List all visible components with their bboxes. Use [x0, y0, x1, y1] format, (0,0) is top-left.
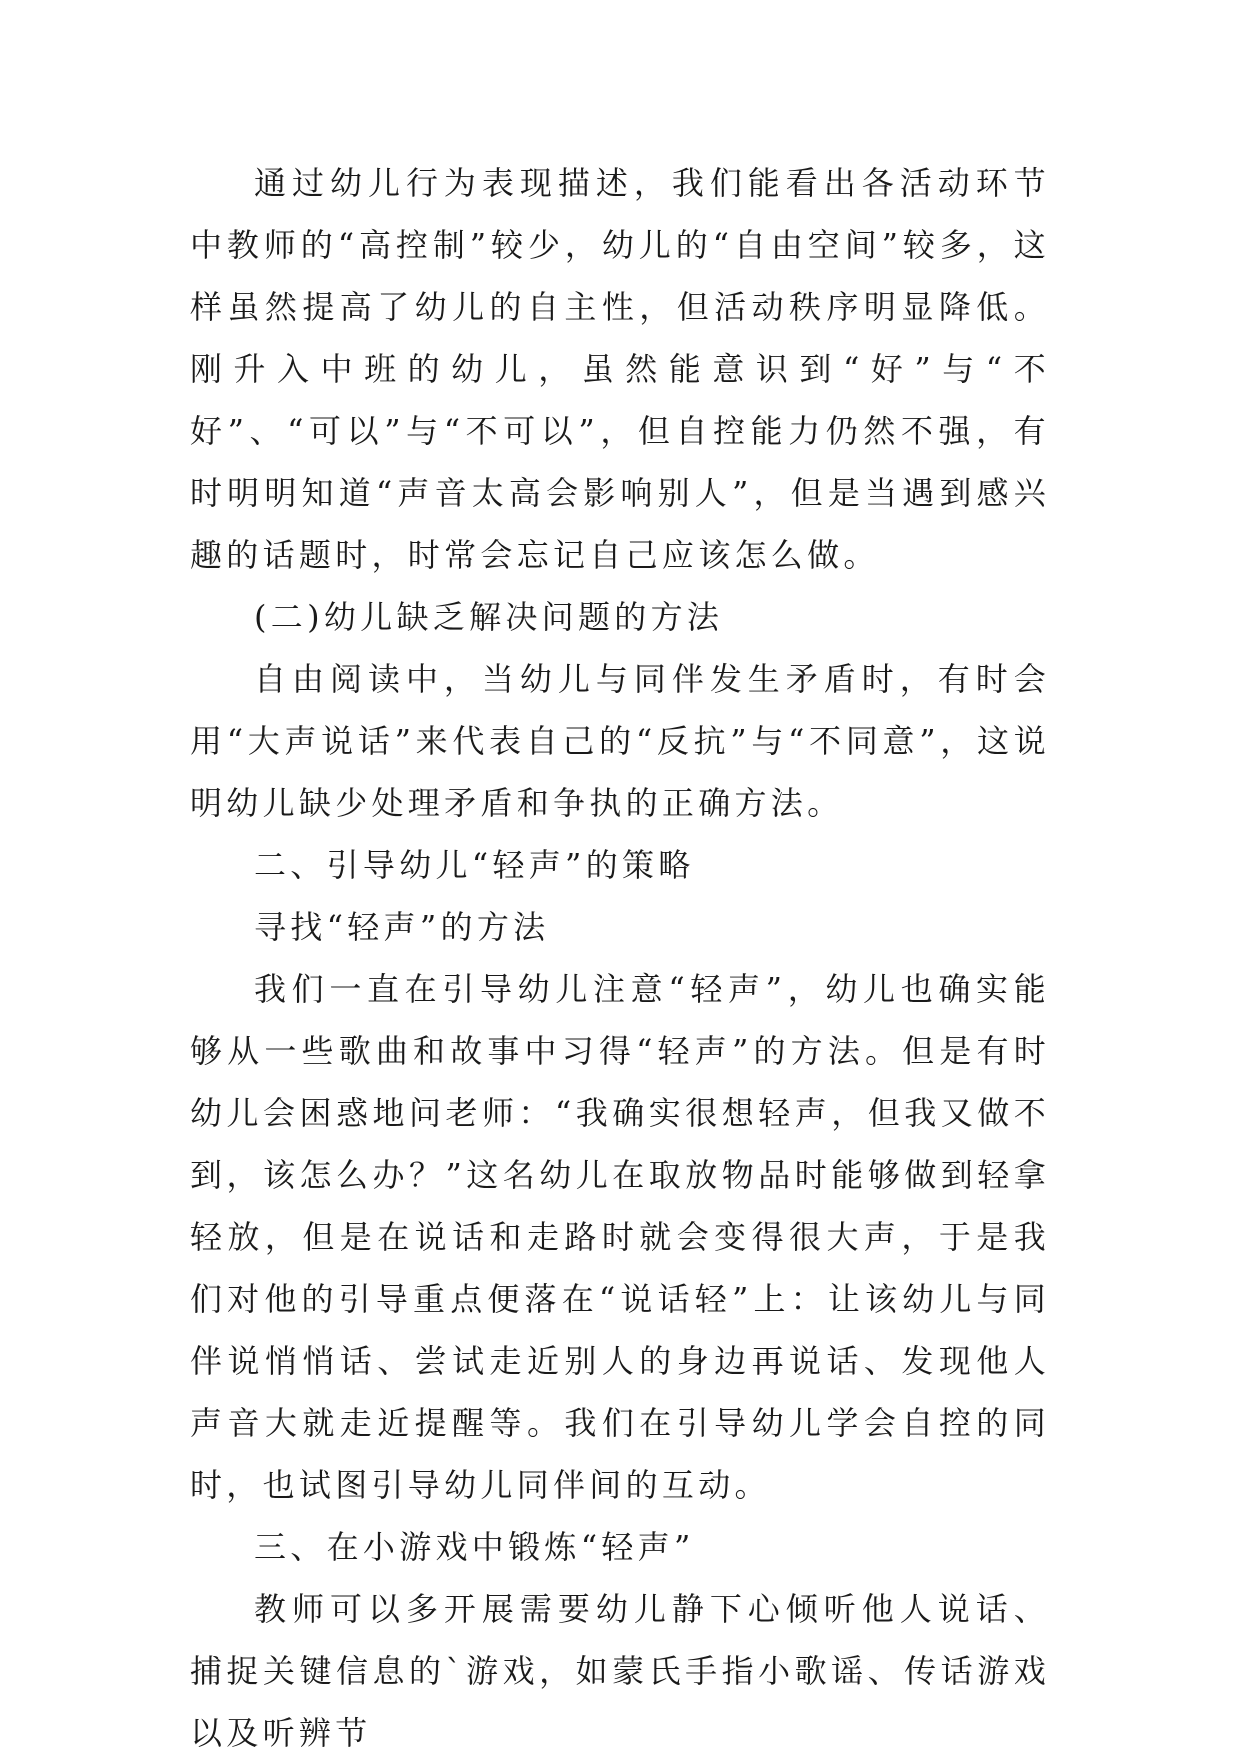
- section-heading-strategies: 二、引导幼儿“轻声”的策略: [254, 846, 695, 884]
- section-heading-lack-of-methods: (二)幼儿缺乏解决问题的方法: [254, 598, 724, 636]
- paragraph-free-reading: 自由阅读中，当幼儿与同伴发生矛盾时，有时会用“大声说话”来代表自己的“反抗”与“不同意”，这说明幼儿缺少处理矛盾和争执的正确方法。: [190, 660, 1050, 822]
- paragraph-guidance: 我们一直在引导幼儿注意“轻声”，幼儿也确实能够从一些歌曲和故事中习得“轻声”的方法。但是有时幼儿会困惑地问老师：“我确实很想轻声，但我又做不到，该怎么办？”这名幼儿在取放物品时能够做到轻拿轻放，但是在说话和走路时就会变得很大声，于是我们对他的引导重点便落在“说话轻”上：让该幼儿与同伴说悄悄话、尝试走近别人的身边再说话、发现他人声音大就走近提醒等。我们在引导幼儿学会自控的同时，也试图引导幼儿同伴间的互动。: [190, 970, 1050, 1504]
- document-body: [190, 152, 1050, 1764]
- paragraph-behavior-description: 通过幼儿行为表现描述，我们能看出各活动环节中教师的“高控制”较少，幼儿的“自由空间”较多，这样虽然提高了幼儿的自主性，但活动秩序明显降低。刚升入中班的幼儿，虽然能意识到“好”与“不好”、“可以”与“不可以”，但自控能力仍然不强，有时明明知道“声音太高会影响别人”，但是当遇到感兴趣的话题时，时常会忘记自己应该怎么做。: [190, 164, 1050, 574]
- paragraph-games: 教师可以多开展需要幼儿静下心倾听他人说话、捕捉关键信息的`游戏，如蒙氏手指小歌谣、传话游戏以及听辨节: [190, 1590, 1050, 1752]
- subheading-find-method: 寻找“轻声”的方法: [254, 908, 550, 946]
- section-heading-games: 三、在小游戏中锻炼“轻声”: [254, 1528, 695, 1566]
